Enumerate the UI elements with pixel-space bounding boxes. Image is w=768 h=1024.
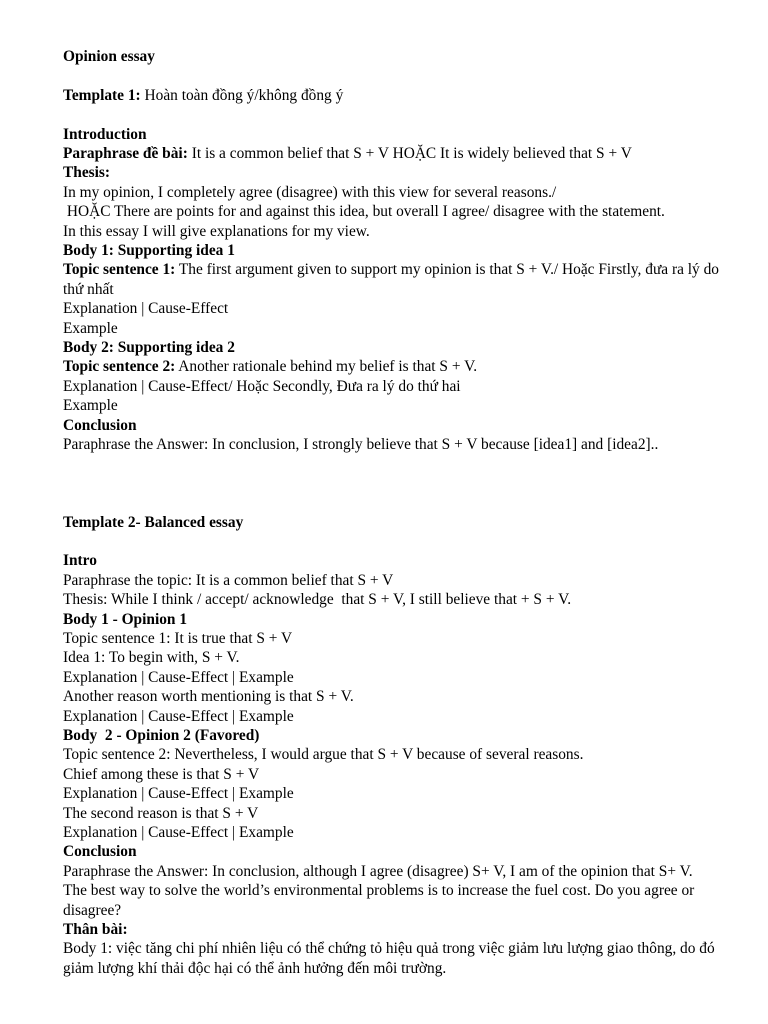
template-1-label: Template 1: (63, 86, 141, 104)
body-2-line: Example (63, 397, 118, 415)
t2-body-2-line: The second reason is that S + V (63, 804, 259, 822)
t2-body-2-heading: Body 2 - Opinion 2 (Favored) (63, 726, 260, 744)
t2-conclusion-text: Paraphrase the Answer: In conclusion, although I agree (disagree) S+ V, I am of the opinion that S+ V. (63, 862, 693, 880)
body-1-heading: Body 1: Supporting idea 1 (63, 242, 235, 260)
t2-body-1-line: Another reason worth mentioning is that S + V. (63, 688, 354, 706)
t2-intro-line: Thesis: While I think / accept/ acknowledge that S + V, I still believe that + S + V. (63, 591, 572, 609)
t2-intro-heading: Intro (63, 552, 97, 570)
body-1-line: Explanation | Cause-Effect (63, 300, 229, 318)
introduction-heading: Introduction (63, 125, 147, 143)
topic-sentence-1-text: The first argument given to support my opinion is that S + V./ Hoặc Firstly, đưa ra lý do thứ nhất (63, 261, 719, 298)
topic-sentence-2-label: Topic sentence 2: (63, 358, 176, 376)
body-1-line: Example (63, 319, 118, 337)
t2-body-1-line: Topic sentence 1: It is true that S + V (63, 629, 293, 647)
paraphrase-label: Paraphrase đề bài: (63, 145, 188, 162)
document-content (63, 47, 733, 978)
thesis-line: HOẶC There are points for and against this idea, but overall I agree/ disagree with the statement. (63, 203, 665, 221)
document-title: Opinion essay (63, 48, 155, 65)
thesis-line: In this essay I will give explanations for my view. (63, 222, 370, 240)
topic-sentence-2 (63, 357, 733, 376)
t2-body-2-line: Explanation | Cause-Effect | Example (63, 785, 294, 803)
topic-sentence-2-text: Another rationale behind my belief is that S + V. (175, 358, 478, 376)
t2-body-1-line: Idea 1: To begin with, S + V. (63, 649, 240, 667)
essay-question: The best way to solve the world’s environmental problems is to increase the fuel cost. Do you agree or disagree? (63, 882, 695, 919)
t2-body-2-line: Explanation | Cause-Effect | Example (63, 823, 294, 841)
t2-body-2-line: Chief among these is that S + V (63, 765, 260, 783)
topic-sentence-1 (63, 260, 733, 299)
conclusion-heading: Conclusion (63, 416, 137, 434)
than-bai-heading: Thân bài: (63, 921, 128, 939)
t2-body-1-line: Explanation | Cause-Effect | Example (63, 707, 294, 725)
thesis-heading: Thesis: (63, 164, 111, 182)
body-2-line: Explanation | Cause-Effect/ Hoặc Secondly, Đưa ra lý do thứ hai (63, 377, 461, 395)
paraphrase-line (63, 144, 733, 163)
t2-conclusion-heading: Conclusion (63, 843, 137, 861)
body-2-heading: Body 2: Supporting idea 2 (63, 339, 235, 357)
than-bai-body-1: Body 1: việc tăng chi phí nhiên liệu có thể chứng tỏ hiệu quả trong việc giảm lưu lượng giao thông, do đó giảm lượng khí thải độc hại có thể ảnh hưởng đến môi trường. (63, 940, 715, 977)
t2-body-2-line: Topic sentence 2: Nevertheless, I would argue that S + V because of several reasons. (63, 746, 584, 764)
paraphrase-text: It is a common belief that S + V HOẶC It is widely believed that S + V (187, 145, 632, 162)
template-1-line (63, 86, 733, 105)
template-2-heading: Template 2- Balanced essay (63, 513, 244, 531)
template-1-text: Hoàn toàn đồng ý/không đồng ý (140, 86, 344, 104)
conclusion-text: Paraphrase the Answer: In conclusion, I strongly believe that S + V because [idea1] and [idea2].. (63, 436, 659, 454)
t2-intro-line: Paraphrase the topic: It is a common belief that S + V (63, 571, 394, 589)
thesis-line: In my opinion, I completely agree (disagree) with this view for several reasons./ (63, 183, 557, 201)
topic-sentence-1-label: Topic sentence 1: (63, 261, 176, 279)
t2-body-1-heading: Body 1 - Opinion 1 (63, 610, 188, 628)
t2-body-1-line: Explanation | Cause-Effect | Example (63, 668, 294, 686)
